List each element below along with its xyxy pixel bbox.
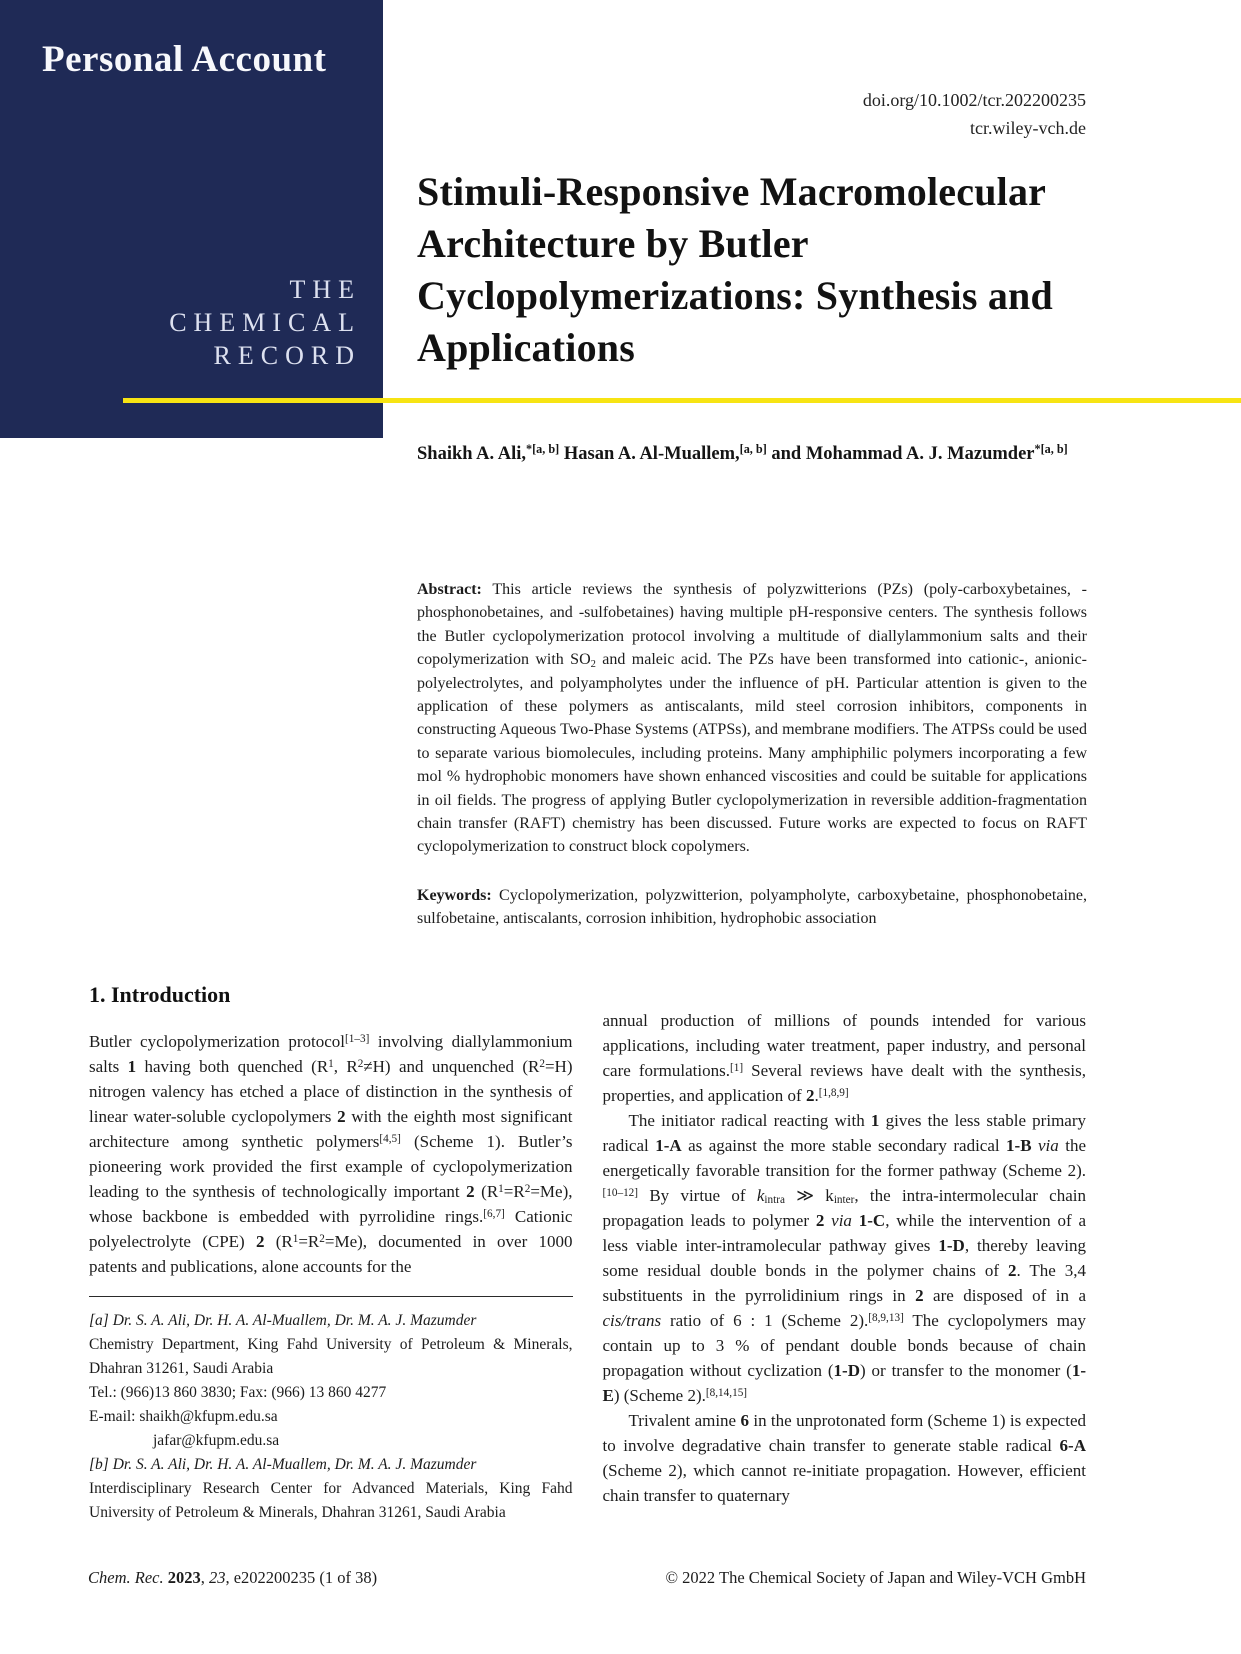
keywords-paragraph: Keywords: Cyclopolymerization, polyzwitterion, polyampholyte, carboxybetaine, phosphonobetaine, sulfobetaine, antiscalants, corrosion inhibition, hydrophobic association — [417, 887, 1087, 928]
citation-text: Chem. Rec. 2023, 23, e202200235 (1 of 38) — [88, 1568, 378, 1587]
doi-link[interactable]: doi.org/10.1002/tcr.202200235 — [862, 90, 1086, 110]
footnotes-block — [89, 1309, 573, 1525]
footnote-a-names: [a] Dr. S. A. Ali, Dr. H. A. Al-Muallem, Dr. M. A. J. Mazumder — [89, 1312, 477, 1329]
doi-block — [863, 86, 1086, 142]
journal-name — [169, 273, 361, 372]
journal-name-line-chemical: CHEMICAL — [169, 308, 361, 337]
journal-banner — [0, 0, 383, 438]
intro-paragraph-right-2: The initiator radical reacting with 1 gives the less stable primary radical 1-A as against the more stable secondary radical 1-B via the energetically favorable transition for the former pathway (Scheme 2).[10–12] By virtue of $k_{intra}$ ≫ $k_{inter}$, the intra-intermolecular chain propagation leads to polymer 2 via 1-C, while the intervention of a less viable inter-intramolecular pathway gives 1-D, thereby leaving some residual double bonds in the polymer chains of 2. The 3,4 substituents in the pyrrolidinium rings in 2 are disposed of in a cis/trans ratio of 6 : 1 (Scheme 2).[8,9,13] The cyclopolymers may contain up to 3 % of pendant double bonds because of chain propagation without cyclization (1-D) or transfer to the monomer (1-E) (Scheme 2).[8,14,15] — [602, 1111, 1086, 1405]
journal-name-line-the: THE — [289, 275, 361, 304]
abstract-paragraph: Abstract: This article reviews the synthesis of polyzwitterions (PZs) (poly-carboxybetaines, -phosphonobetaines, and -sulfobetaines) having multiple pH-responsive centers. The synthesis follows the Butler cyclopolymerization protocol involving a multitude of diallylammonium salts and their copolymerization with $SO_2$ and maleic acid. The PZs have been transformed into cationic-, anionic-polyelectrolytes, and polyampholytes under the influence of pH. Particular attention is given to the application of these polymers as antiscalants, mild steel corrosion inhibitors, components in constructing Aqueous Two-Phase Systems (ATPSs), and membrane modifiers. The ATPSs could be used to separate various biomolecules, including proteins. Many amphiphilic polymers incorporating a few mol % hydrophobic monomers have shown enhanced viscosities and could be suitable for applications in oil fields. The progress of applying Butler cyclopolymerization in reversible addition-fragmentation chain transfer (RAFT) chemistry has been discussed. Future works are expected to focus on RAFT cyclopolymerization to construct block copolymers. — [417, 581, 1088, 856]
footnote-a-email-1[interactable]: E-mail: shaikh@kfupm.edu.sa — [89, 1408, 278, 1425]
intro-paragraph-right-1: annual production of millions of pounds intended for various applications, including water treatment, paper industry, and personal care formulations.[1] Several reviews have dealt with the synthesis, properties, and application of 2.[1,8,9] — [602, 1011, 1086, 1105]
article-title-line: Stimuli-Responsive Macromolecular — [417, 169, 1047, 214]
section-heading-introduction: 1. Introduction — [89, 982, 231, 1007]
article-title — [417, 166, 1053, 374]
authors-line: Shaikh A. Ali,$^{*[a, b]}$ Hasan A. Al-Muallem,[a, b] and Mohammad A. J. Mazumder$^{*[a, b]}$ — [417, 442, 1068, 464]
footnote-a-tel-fax: Tel.: (966)13 860 3830; Fax: (966) 13 860 4277 — [89, 1384, 387, 1401]
left-column — [89, 982, 573, 1525]
article-title-line: Applications — [417, 325, 636, 370]
page-footer — [88, 1568, 1086, 1588]
two-column-body — [89, 982, 1086, 1525]
footnote-b-names: [b] Dr. S. A. Ali, Dr. H. A. Al-Muallem, Dr. M. A. J. Mazumder — [89, 1456, 477, 1473]
article-type-label: Personal Account — [42, 39, 327, 80]
intro-paragraph-left: Butler cyclopolymerization protocol[1–3] involving diallylammonium salts 1 having both quenched ($R^1$, $R^2\ne H$) and unquenched $(R^2=H)$ nitrogen valency has etched a place of distinction in the synthesis of linear water-soluble cyclopolymers 2 with the eighth most significant architecture among synthetic polymers[4,5] (Scheme 1). Butler’s pioneering work provided the first example of cyclopolymerization leading to the synthesis of technologically important 2 $(R^1=R^2=Me)$, whose backbone is embedded with pyrrolidine rings.[6,7] Cationic polyelectrolyte (CPE) 2 $(R^1=R^2=Me)$, documented in over 1000 patents and publications, alone accounts for the — [89, 1032, 573, 1276]
footnote-b-affiliation: Interdisciplinary Research Center for Advanced Materials, King Fahd University of Petroleum & Minerals, Dhahran 31261, Saudi Arabia — [89, 1480, 573, 1521]
right-column — [603, 982, 1087, 1525]
article-title-line: Cyclopolymerizations: Synthesis and — [417, 273, 1053, 318]
footnote-a-email-2[interactable]: jafar@kfupm.edu.sa — [153, 1432, 280, 1449]
journal-site-link[interactable]: tcr.wiley-vch.de — [970, 118, 1086, 138]
journal-name-line-record: RECORD — [213, 341, 361, 370]
footnote-a-affiliation: Chemistry Department, King Fahd University of Petroleum & Minerals, Dhahran 31261, Saudi Arabia — [89, 1336, 573, 1377]
copyright-text: © 2022 The Chemical Society of Japan and Wiley-VCH GmbH — [665, 1568, 1086, 1587]
article-title-line: Architecture by Butler — [417, 221, 809, 266]
accent-rule — [123, 398, 1241, 403]
footnote-divider — [89, 1296, 573, 1297]
intro-paragraph-right-3: Trivalent amine 6 in the unprotonated form (Scheme 1) is expected to involve degradative chain transfer to generate stable radical 6-A (Scheme 2), which cannot re-initiate propagation. However, efficient chain transfer to quaternary — [602, 1411, 1086, 1505]
